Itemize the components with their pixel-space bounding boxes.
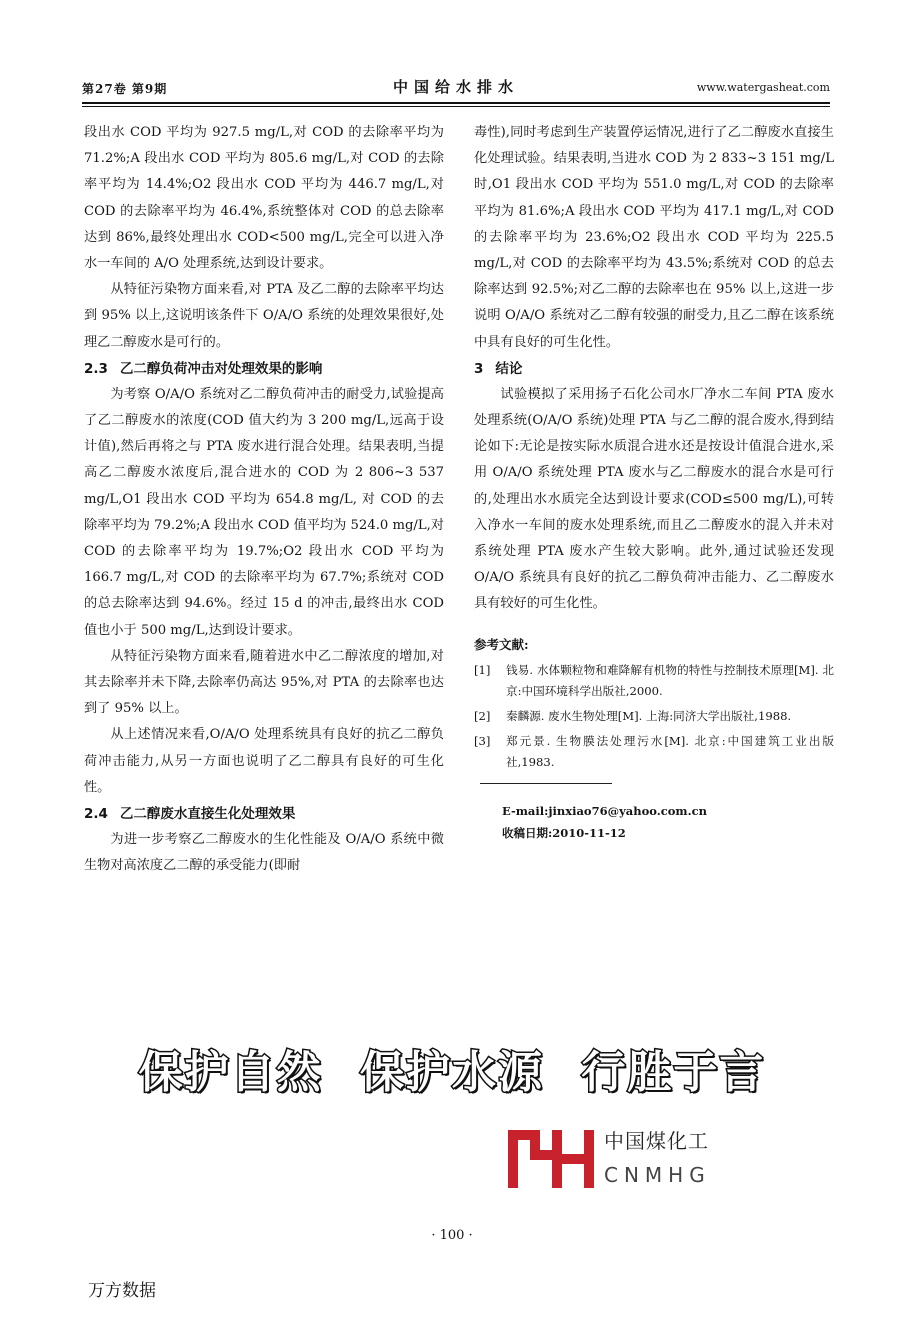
volume-issue: 第27卷 第9期: [82, 82, 168, 96]
paragraph: 段出水 COD 平均为 927.5 mg/L,对 COD 的去除率平均为 71.2%;A 段出水 COD 平均为 805.6 mg/L,对 COD 的去除率平均为 14.4%;O2 段出水 COD 平均为 446.7 mg/L,对 COD 的去除率平均为 46.4%,系统整体对 COD 的总去除率达到 86%,最终处理出水 COD<500 mg/L,完全可以进入净水一车间的 A/O 处理系统,达到设计要求。: [84, 125, 444, 272]
mh-logo-icon: [508, 1126, 598, 1192]
section-heading-2-4: [84, 801, 444, 827]
slogan-banner: [0, 1036, 904, 1100]
slogan-part: 行胜于言: [581, 1047, 766, 1098]
section-title: 乙二醇负荷冲击对处理效果的影响: [119, 360, 323, 377]
logo-text: [604, 1126, 711, 1190]
reference-item: [3] 郑元景. 生物膜法处理污水[M]. 北京:中国建筑工业出版社,1983.: [474, 733, 834, 769]
cnmhg-logo: [508, 1126, 728, 1196]
logo-chinese: 中国煤化工: [604, 1129, 709, 1153]
section-heading-2-3: [84, 356, 444, 382]
slogan-part: 保护水源: [360, 1047, 544, 1098]
paragraph: 从上述情况来看,O/A/O 处理系统具有良好的抗乙二醇负荷冲击能力,从另一方面也说明了乙二醇具有良好的可生化性。: [84, 727, 444, 795]
slogan-part: 保护自然: [138, 1047, 323, 1098]
section-title: 乙二醇废水直接生化处理效果: [119, 806, 296, 823]
footnote-rule: [480, 783, 612, 784]
paragraph: 从特征污染物方面来看,对 PTA 及乙二醇的去除率平均达到 95% 以上,这说明该条件下 O/A/O 系统的处理效果很好,处理乙二醇废水是可行的。: [84, 282, 444, 350]
right-column: [474, 120, 834, 844]
journal-title: 中国给水排水: [392, 78, 519, 96]
paragraph: 试验模拟了采用扬子石化公司水厂净水二车间 PTA 废水处理系统(O/A/O 系统)处理 PTA 与乙二醇的混合废水,得到结论如下:无论是按实际水质混合进水还是按设计值混合进水,采用 O/A/O 系统处理 PTA 废水与乙二醇废水的混合水是可行的,处理出水水质完全达到设计要求(COD≤500 mg/L),可转入净水一车间的废水处理系统,而且乙二醇废水的混入并未对系统处理 PTA 废水产生较大影响。此外,通过试验还发现 O/A/O 系统具有良好的抗乙二醇负荷冲击能力、乙二醇废水具有较好的可生化性。: [474, 386, 834, 612]
page-header: [82, 76, 830, 100]
section-heading-3: [474, 356, 834, 382]
left-column: [84, 120, 444, 879]
section-number: 2.3: [84, 360, 108, 377]
references-title: 参考文献:: [474, 636, 529, 652]
paragraph: 为进一步考察乙二醇废水的生化性能及 O/A/O 系统中微生物对高浓度乙二醇的承受能力(即耐: [84, 832, 444, 874]
paragraph: 从特征污染物方面来看,随着进水中乙二醇浓度的增加,对其去除率并未下降,去除率仍高达 95%,对 PTA 的去除率也达到了 95% 以上。: [84, 648, 444, 717]
section-title: 结论: [495, 360, 523, 377]
received-date: 收稿日期:2010-11-12: [502, 825, 626, 840]
journal-website: www.watergasheat.com: [696, 81, 830, 94]
logo-english: CNMHG: [604, 1163, 711, 1187]
section-number: 2.4: [84, 806, 108, 823]
footer-watermark: 万方数据: [88, 1281, 156, 1301]
section-number: 3: [474, 360, 484, 377]
paragraph: 为考察 O/A/O 系统对乙二醇负荷冲击的耐受力,试验提高了乙二醇废水的浓度(COD 值大约为 3 200 mg/L,远高于设计值),然后再将之与 PTA 废水进行混合处理。结果表明,当提高乙二醇废水浓度后,混合进水的 COD 为 2 806~3 537 mg/L,O1 段出水 COD 平均为 654.8 mg/L, 对 COD 的去除率平均为 79.2%;A 段出水 COD 值平均为 524.0 mg/L,对 COD 的去除率平均为 19.7%;O2 段出水 COD 平均为 166.7 mg/L,对 COD 的去除率平均为 67.7%;系统对 COD 的总去除率达到 94.6%。经过 15 d 的冲击,最终出水 COD 值也小于 500 mg/L,达到设计要求。: [84, 386, 445, 638]
author-email: E-mail:jinxiao76@yahoo.com.cn: [502, 803, 707, 818]
header-rule-thick: [82, 102, 830, 104]
page-number: · 100 ·: [431, 1228, 473, 1243]
references: [474, 634, 834, 773]
reference-item: [1] 钱易. 水体颗粒物和难降解有机物的特性与控制技术原理[M]. 北京:中国环境科学出版社,2000.: [474, 662, 834, 698]
reference-item: [2] 秦麟源. 废水生物处理[M]. 上海:同济大学出版社,1988.: [474, 708, 792, 723]
paragraph: 毒性),同时考虑到生产装置停运情况,进行了乙二醇废水直接生化处理试验。结果表明,当进水 COD 为 2 833~3 151 mg/L 时,O1 段出水 COD 平均为 551.0 mg/L,对 COD 的去除率平均为 81.6%;A 段出水 COD 平均为 417.1 mg/L,对 COD 的去除率平均为 23.6%;O2 段出水 COD 平均为 225.5 mg/L,对 COD 的去除率平均为 43.5%;系统对 COD 的总去除率达到 92.5%;对乙二醇的去除率也在 95% 以上,这进一步说明 O/A/O 系统对乙二醇有较强的耐受力,且乙二醇在该系统中具有良好的可生化性。: [474, 125, 834, 350]
header-rule-thin: [82, 106, 830, 107]
